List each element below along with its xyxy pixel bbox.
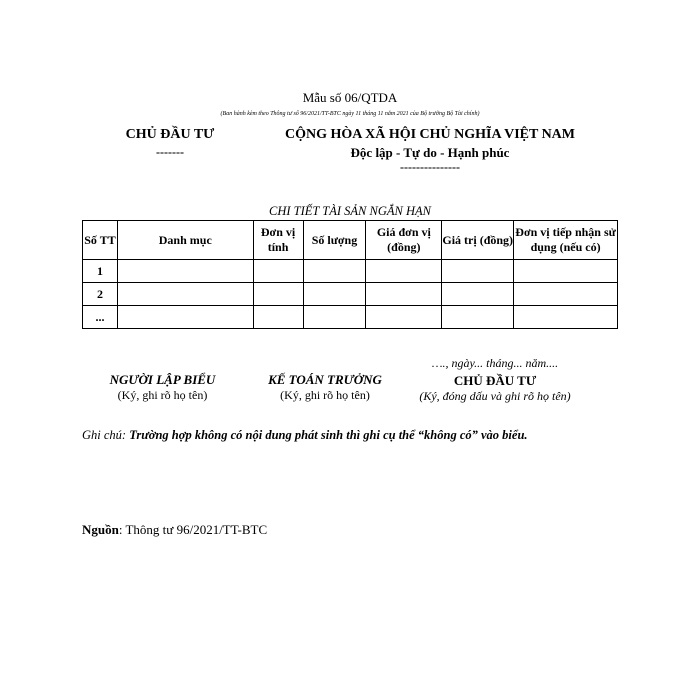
col-header-receiver: Đơn vị tiếp nhận sử dụng (nếu có) [514, 221, 618, 260]
asset-table [82, 220, 618, 329]
nation-heading: CỘNG HÒA XÃ HỘI CHỦ NGHĨA VIỆT NAM [284, 127, 575, 142]
source-line [82, 522, 482, 538]
motto-dash: --------------- [400, 160, 460, 174]
table-row [83, 306, 618, 329]
investor-role: CHỦ ĐẦU TƯ [453, 373, 537, 388]
row-number: 1 [83, 260, 118, 283]
investor-hint: (Ký, đóng dấu và ghi rõ họ tên) [419, 389, 571, 403]
note-lead: Ghi chú: [82, 428, 127, 442]
date-line: …., ngày... tháng... năm.... [431, 356, 559, 370]
source-label: Nguồn [82, 522, 119, 537]
col-header-value: Giá trị (đồng) [442, 221, 514, 260]
col-header-unit-price: Giá đơn vị (đồng) [366, 221, 442, 260]
form-number: Mẫu số 06/QTDA [302, 90, 398, 105]
signature-chief-accountant [255, 372, 395, 403]
col-header-unit: Đơn vị tính [253, 221, 303, 260]
table-row [83, 260, 618, 283]
issued-by-note: (Ban hành kèm theo Thông tư số 96/2021/TT-BTC ngày 11 tháng 11 năm 2021 của Bộ trưởng Bộ Tài chính) [220, 111, 480, 117]
signature-preparer [100, 372, 225, 403]
table-title: CHI TIẾT TÀI SẢN NGẮN HẠN [269, 204, 431, 218]
preparer-hint: (Ký, ghi rõ họ tên) [117, 388, 208, 402]
table-row [83, 283, 618, 306]
investor-heading: CHỦ ĐẦU TƯ [125, 127, 215, 142]
col-header-item: Danh mục [117, 221, 253, 260]
note-text: Trường hợp không có nội dung phát sinh thì ghi cụ thể “không có” vào biểu. [129, 428, 528, 442]
source-text: : Thông tư 96/2021/TT-BTC [118, 522, 268, 537]
col-header-quantity: Số lượng [303, 221, 366, 260]
chief-accountant-role: KẾ TOÁN TRƯỞNG [268, 372, 382, 387]
preparer-role: NGƯỜI LẬP BIỂU [109, 372, 216, 387]
chief-accountant-hint: (Ký, ghi rõ họ tên) [280, 388, 370, 402]
row-number: 2 [83, 283, 118, 306]
motto: Độc lập - Tự do - Hạnh phúc [350, 145, 510, 160]
table-header-row [83, 221, 618, 260]
col-header-no: Số TT [83, 221, 118, 260]
investor-dash: ------- [156, 145, 184, 159]
row-number: ... [83, 306, 118, 329]
note [82, 428, 642, 443]
signature-investor [415, 356, 575, 404]
